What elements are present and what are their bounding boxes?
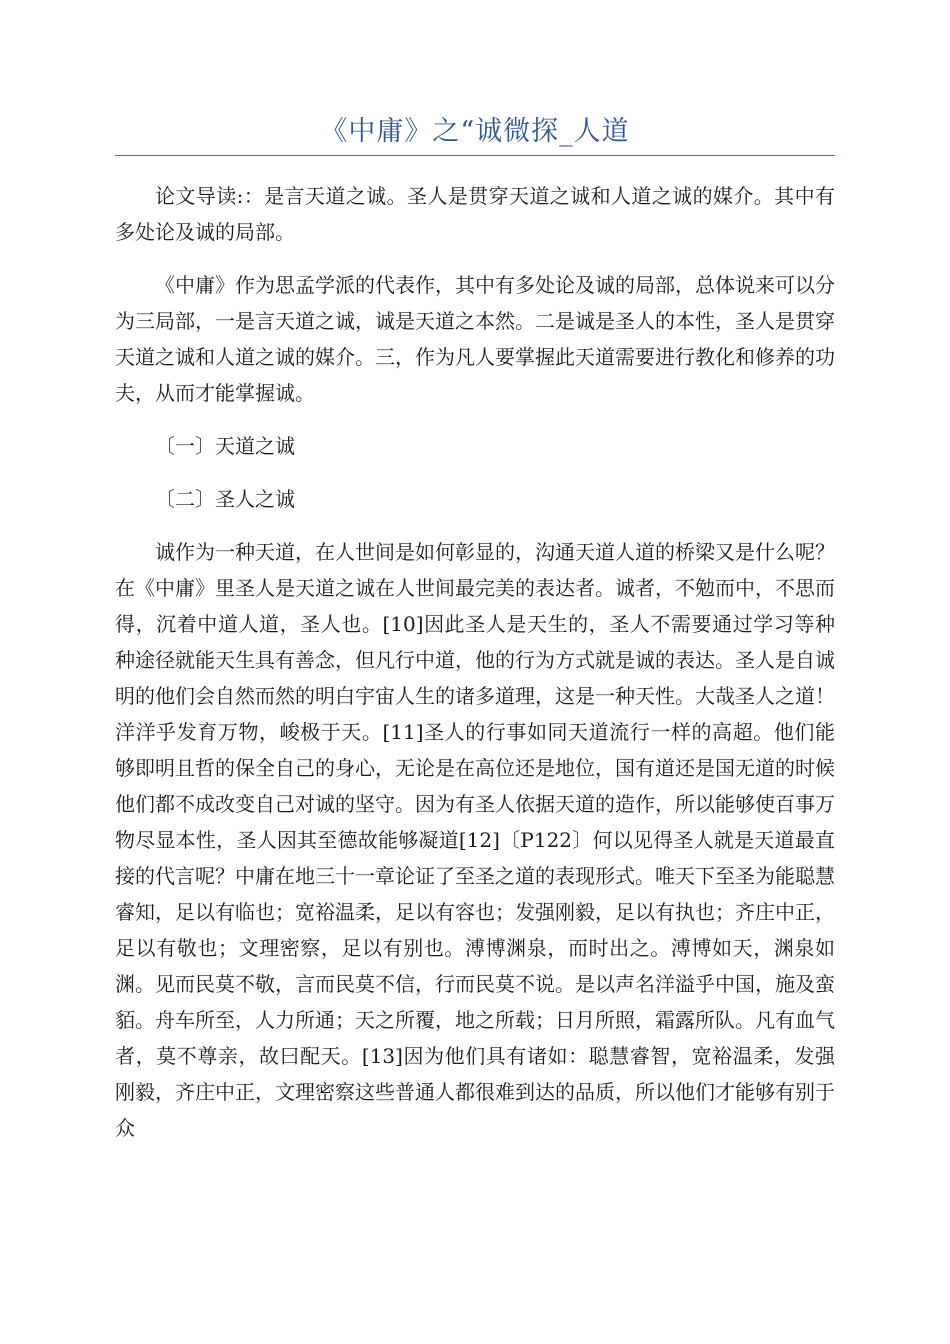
overview-paragraph: 《中庸》作为思孟学派的代表作，其中有多处论及诚的局部，总体说来可以分为三局部，一是言天道之诚，诚是天道之本然。二是诚是圣人的本性，圣人是贯穿天道之诚和人道之诚的媒介。三，作为凡人要掌握此天道需要进行教化和修养的功夫，从而才能掌握诚。 bbox=[115, 273, 835, 405]
sage-paragraph: 诚作为一种天道，在人世间是如何彰显的，沟通天道人道的桥梁又是什么呢？在《中庸》里圣人是天道之诚在人世间最完美的表达者。诚者，不勉而中，不思而得，沉着中道人道，圣人也。[10]因此圣人是天生的，圣人不需要通过学习等种种途径就能天生具有善念，但凡行中道，他的行为方式就是诚的表达。圣人是自诚明的他们会自然而然的明白宇宙人生的诸多道理，这是一种天性。大哉圣人之道！洋洋乎发育万物，峻极于天。[11]圣人的行事如同天道流行一样的高超。他们能够即明且哲的保全自己的身心，无论是在高位还是地位，国有道还是国无道的时候他们都不成改变自己对诚的坚守。因为有圣人依据天道的造作，所以能够使百事万物尽显本性，圣人因其至德故能够凝道[12]〔P122〕何以见得圣人就是天道最直接的代言呢？中庸在地三十一章论证了至圣之道的表现形式。唯天下至圣为能聪慧睿知，足以有临也；宽裕温柔，足以有容也；发强刚毅，足以有执也；齐庄中正，足以有敬也；文理密察，足以有别也。溥博渊泉，而时出之。溥博如天，渊泉如渊。见而民莫不敬，言而民莫不信，行而民莫不说。是以声名洋溢乎中国，施及蛮貊。舟车所至，人力所通；天之所覆，地之所载；日月所照，霜露所队。凡有血气者，莫不尊亲，故曰配天。[13]因为他们具有诸如：聪慧睿智，宽裕温柔，发强刚毅，齐庄中正，文理密察这些普通人都很难到达的品质，所以他们才能够有别于众 bbox=[115, 540, 835, 1140]
section-heading-heaven: 〔一〕天道之诚 bbox=[155, 434, 295, 458]
document-title: 《中庸》之“诚微探_人道 bbox=[320, 116, 630, 147]
title-underline bbox=[115, 155, 835, 156]
intro-paragraph: 论文导读:：是言天道之诚。圣人是贯穿天道之诚和人道之诚的媒介。其中有多处论及诚的局部。 bbox=[115, 184, 835, 244]
document-body bbox=[115, 178, 835, 1163]
section-heading-sage: 〔二〕圣人之诚 bbox=[155, 487, 295, 511]
